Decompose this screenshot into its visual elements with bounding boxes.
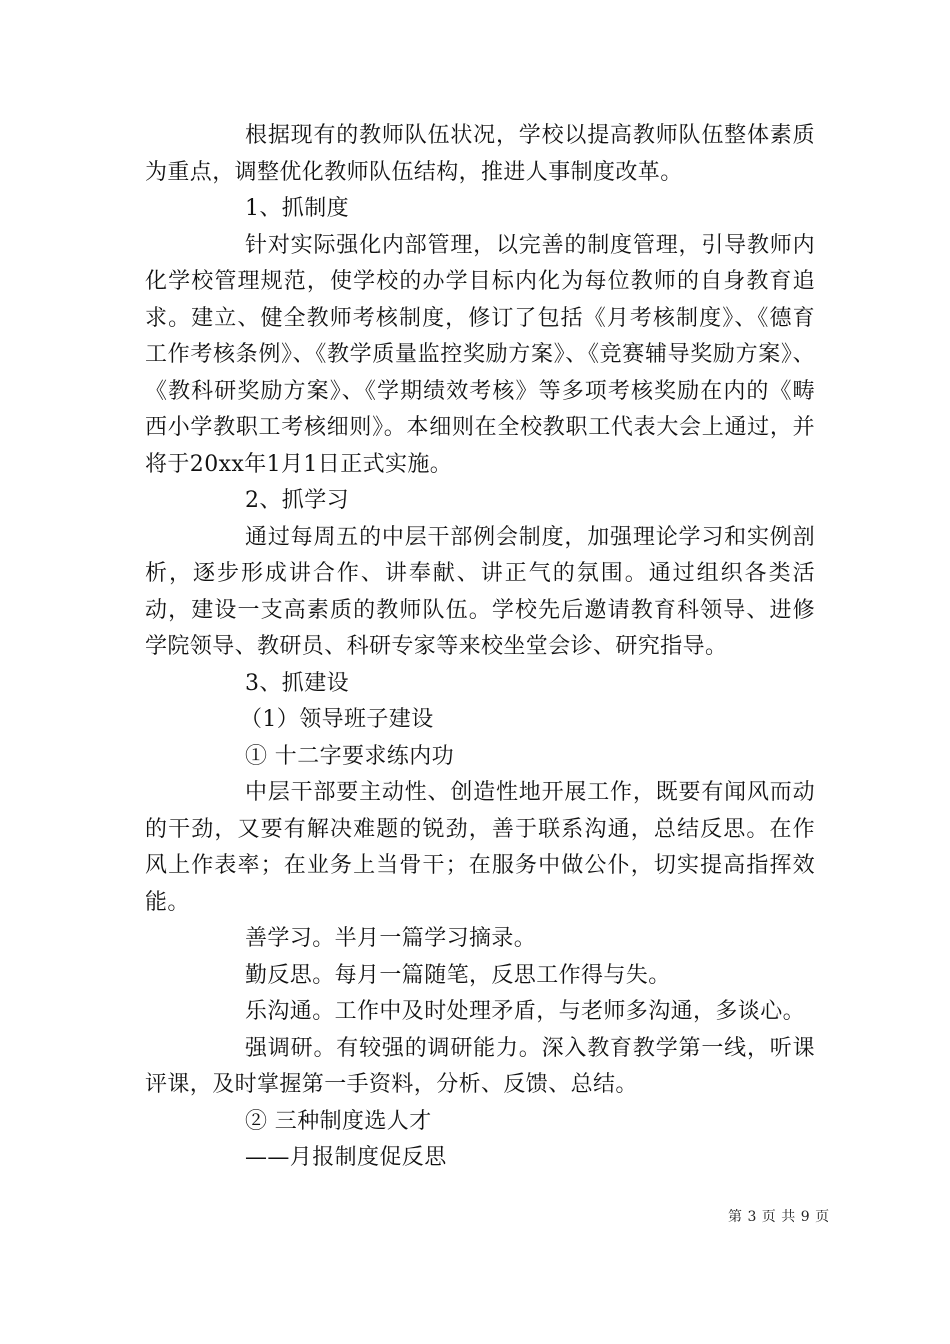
paragraph: 勤反思。每月一篇随笔，反思工作得与失。	[245, 962, 671, 988]
paragraph: 乐沟通。工作中及时处理矛盾，与老师多沟通，多谈心。	[245, 999, 806, 1024]
paragraph: 根据现有的教师队伍状况，学校以提高教师队伍整体素质为重点，调整优化教师队伍结构，推进人事制度改革。	[145, 123, 815, 185]
subsection-heading: ① 十二字要求练内功	[245, 743, 454, 769]
subsection-heading: ② 三种制度选人才	[245, 1108, 432, 1134]
subsection-heading: （1）领导班子建设	[240, 707, 434, 732]
section-heading: 1、抓制度	[245, 196, 349, 221]
subsection-heading: ——月报制度促反思	[245, 1145, 447, 1170]
paragraph: 善学习。半月一篇学习摘录。	[245, 926, 537, 951]
page-number: 第 3 页 共 9 页	[728, 1209, 830, 1225]
paragraph: 通过每周五的中层干部例会制度，加强理论学习和实例剖析，逐步形成讲合作、讲奉献、讲正气的氛围。通过组织各类活动，建设一支高素质的教师队伍。学校先后邀请教育科领导、进修学院领导、教研员、科研专家等来校坐堂会诊、研究指导。	[145, 524, 815, 659]
paragraph: 中层干部要主动性、创造性地开展工作，既要有闻风而动的干劲，又要有解决难题的锐劲，善于联系沟通，总结反思。在作风上作表率；在业务上当骨干；在服务中做公仆，切实提高指挥效能。	[145, 780, 815, 915]
section-heading: 3、抓建设	[245, 670, 349, 696]
section-heading: 2、抓学习	[245, 488, 349, 513]
paragraph: 强调研。有较强的调研能力。深入教育教学第一线，听课评课，及时掌握第一手资料，分析、反馈、总结。	[145, 1035, 815, 1097]
document-body	[145, 118, 815, 1177]
paragraph: 针对实际强化内部管理，以完善的制度管理，引导教师内化学校管理规范，使学校的办学目标内化为每位教师的自身教育追求。建立、健全教师考核制度，修订了包括《月考核制度》、《德育工作考核条例》、《教学质量监控奖励方案》、《竞赛辅导奖励方案》、《教科研奖励方案》、《学期绩效考核》等多项考核奖励在内的《畴西小学教职工考核细则》。本细则在全校教职工代表大会上通过，并将于20xx年1月1日正式实施。	[145, 232, 815, 477]
